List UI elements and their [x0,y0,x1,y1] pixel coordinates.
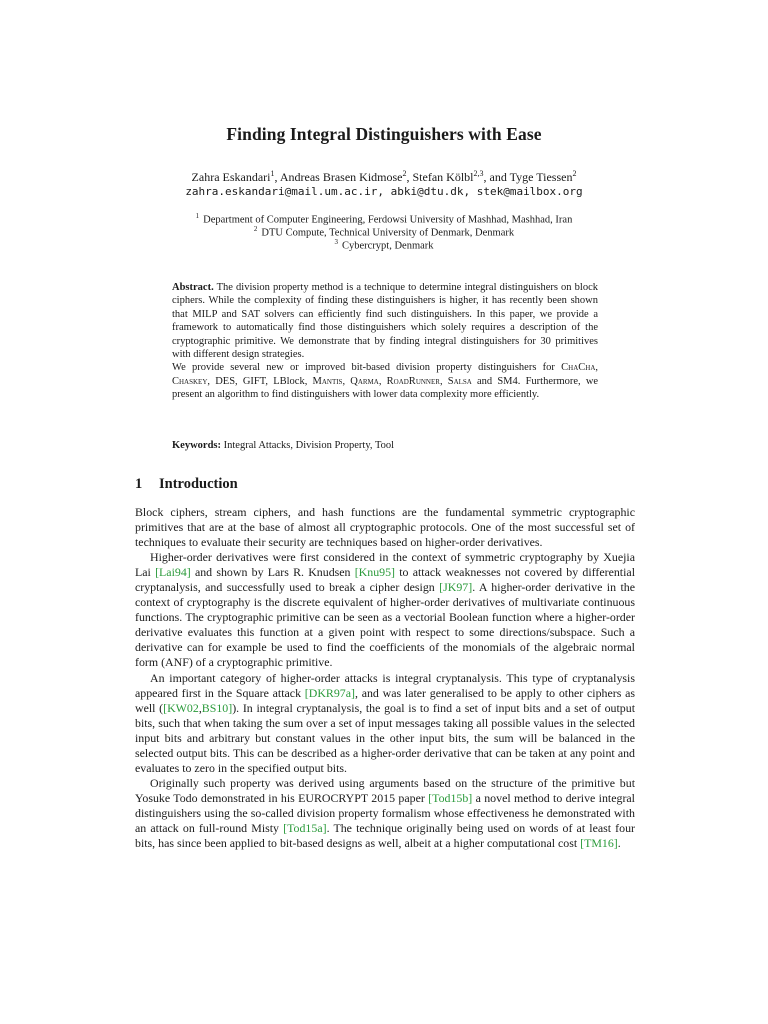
author-separator: , and [483,170,510,184]
keywords [172,440,598,451]
author-affiliation-mark: 2 [402,169,407,178]
introduction-body [135,505,635,851]
paragraph-text: . [617,836,621,851]
abstract-paragraph-2: We provide several new or improved bit-based division property distinguishers for ChaCha, Chaskey, DES, GIFT, LBlock, Mantis, Qarma, RoadRunner, Salsa and SM4. Furthermore, we present an algorithm to find distinguishers with lower data complexity more efficiently. [172,362,599,401]
paragraph-3 [135,671,635,776]
paragraph-text: An important category of higher-order attacks is integral cryptanalysis. This type of cryptanalysis appeared first in the Square attack [135,670,635,700]
cipher-name: ChaCha [561,362,596,374]
cipher-name: Salsa [447,375,472,387]
cipher-name: GIFT [242,375,266,387]
citation-link[interactable]: [Lai94] [155,565,191,580]
paragraph-text: Higher-order derivatives were first considered in the context of symmetric cryptography by Xuejia Lai [135,550,635,580]
cipher-name: SM4 [497,375,518,387]
cipher-name: Qarma [350,375,379,387]
author-affiliation-mark: 2,3 [473,169,484,178]
abstract-text: We provide several new or improved bit-based division property distinguishers for [172,362,562,374]
abstract-text: . Furthermore, we present an algorithm to find distinguishers with lower data complexity more efficiently. [172,375,599,401]
keywords-label: Keywords: [172,440,221,451]
paragraph-text: , [198,700,202,715]
paragraph-text: ). In integral cryptanalysis, the goal is to find a set of input bits and a set of output bits, such that when taking the sum over a set of input messages taking all possible values in the selected input bits and arbitrary but constant values in the other input bits, the sum will be balanced in the selected output bits. This can be described as a higher-order derivative that can be taken at any point and evaluates to zero in the specified output bits. [135,700,636,775]
citation-link[interactable]: [KW02 [163,700,199,715]
cipher-name: Chaskey [172,375,208,387]
cipher-name: Mantis [312,375,343,387]
cipher-name: RoadRunner [386,375,440,387]
abstract-label: Abstract. [172,282,214,293]
author-name: Stefan Kölbl [412,170,474,184]
affiliation-text: DTU Compute, Technical University of Denmark, Denmark [261,227,515,239]
citation-link[interactable]: [JK97] [439,580,473,595]
cipher-name: LBlock [273,375,305,387]
author-affiliation-mark: 1 [270,169,275,178]
paragraph-text: , and was later generalised to be apply to other ciphers as well ( [135,685,636,715]
paragraph-4 [135,776,635,851]
affiliation-text: Department of Computer Engineering, Ferdowsi University of Mashhad, Mashhad, Iran [203,214,573,226]
citation-link[interactable]: BS10] [201,700,233,715]
keywords-text: Integral Attacks, Division Property, Tool [223,440,395,451]
abstract-paragraph-1 [172,281,598,361]
author-name: Tyge Tiessen [509,170,573,184]
affiliation-3 [0,238,768,252]
citation-link[interactable]: [Tod15a] [283,820,327,835]
affiliation-number: 3 [334,238,338,246]
paragraph-text: . The technique originally being used on words of at least four bits, has since been applied to bit-based designs as well, albeit at a higher computational cost [135,820,635,851]
affiliation-2 [0,225,768,239]
author-list [0,169,768,185]
paragraph-text: Originally such property was derived using arguments based on the structure of the primitive but Yosuke Todo demonstrated in his EUROCRYPT 2015 paper [135,775,635,805]
paragraph-text: Block ciphers, stream ciphers, and hash functions are the fundamental symmetric cryptographic primitives that are at the base of almost all cryptographic protocols. One of the most successful set of techniques to evaluate their security are techniques based on higher-order derivatives. [135,505,635,550]
citation-link[interactable]: [Tod15b] [428,790,473,805]
cipher-name: DES [215,375,236,387]
paper-title: Finding Integral Distinguishers with Ease [226,124,542,144]
author-emails: zahra.eskandari@mail.um.ac.ir, abki@dtu.dk, stek@mailbox.org [185,185,583,198]
paragraph-text: a novel method to derive integral distinguishers using the so-called division property formalism whose effectiveness he demonstrated with an attack on full-round Misty [135,790,635,835]
citation-link[interactable]: [TM16] [580,836,618,851]
author-affiliation-mark: 2 [572,169,577,178]
section-heading [135,476,238,493]
paragraph-text: to attack weaknesses not covered by differential cryptanalysis, and successfully used to break a cipher design [135,565,635,595]
abstract-text: The division property method is a technique to determine integral distinguishers on block ciphers. While the complexity of finding these distinguishers is higher, it has recently been shown that MILP and SAT solvers can efficiently find such distinguishers. In this paper, we provide a framework to automatically find those distinguishers which solely requires a description of the cryptographic primitive. We demonstrate that by finding integral distinguishers for 30 primitives with different design strategies. [172,282,598,361]
author-name: Andreas Brasen Kidmose [279,170,403,184]
paragraph-1 [135,505,635,550]
paragraph-2 [135,550,635,670]
affiliation-number: 2 [253,225,258,233]
author-separator: , [274,170,280,184]
section-title: Introduction [159,476,238,492]
author-separator: , [406,170,413,184]
paragraph-text: and shown by Lars R. Knudsen [190,565,355,580]
affiliation-text: Cybercrypt, Denmark [341,240,434,252]
section-number: 1 [135,476,143,492]
affiliation-1 [0,212,768,226]
citation-link[interactable]: [Knu95] [354,565,396,580]
affiliation-number: 1 [195,212,200,220]
author-name: Zahra Eskandari [191,170,271,184]
abstract [172,281,598,402]
citation-link[interactable]: [DKR97a] [304,685,355,700]
paragraph-text: . A higher-order derivative in the context of cryptography is the discrete equivalent of higher-order derivatives of multivariate continuous functions. The cryptographic primitive can be seen as a vectorial Boolean function where a higher-order derivative evaluates this function at a given point with respect to some directions/subspace. Such a derivative can for example be used to find the coefficients of the monomials of the algebraic normal form (ANF) of a cryptographic primitive. [135,580,635,670]
